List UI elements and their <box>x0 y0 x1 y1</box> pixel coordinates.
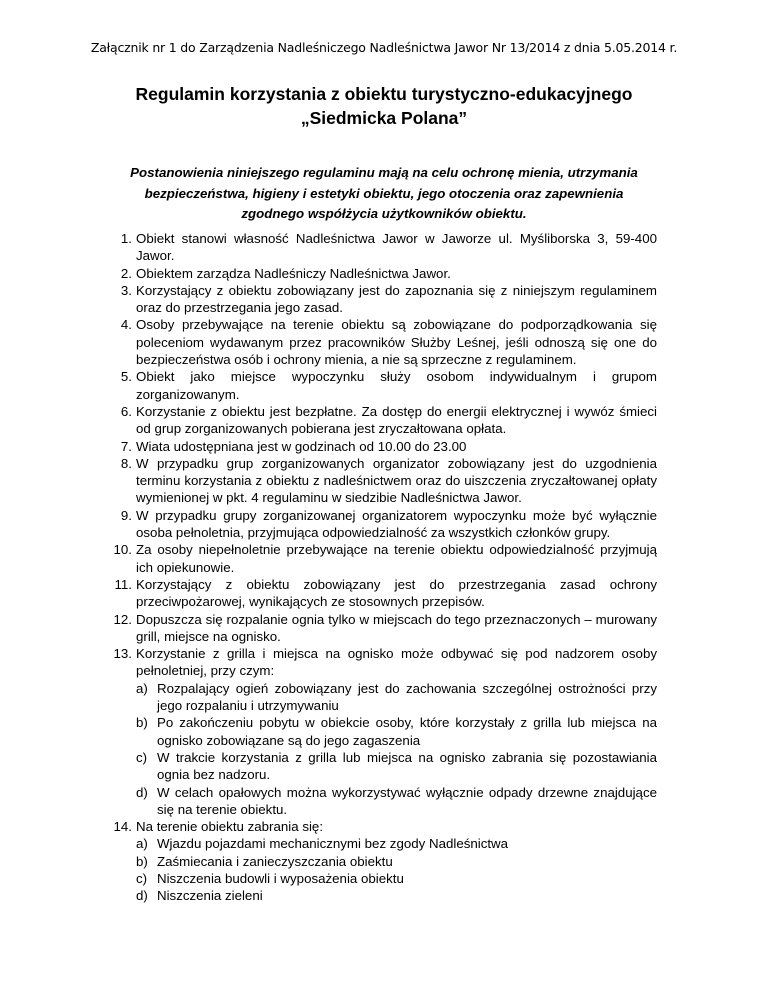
sub-item-text: Zaśmiecania i zanieczyszczania obiektu <box>157 853 393 869</box>
item-number: 10. <box>113 542 132 558</box>
item-number: 5. <box>120 369 132 385</box>
list-item <box>112 282 657 317</box>
title-line-1: Regulamin korzystania z obiektu turystyczno-edukacyjnego <box>135 84 633 104</box>
sub-item-letter: d) <box>136 784 148 800</box>
item-number: 9. <box>120 507 132 523</box>
sub-list-item <box>136 680 657 715</box>
item-text: Za osoby niepełnoletnie przebywające na terenie obiektu odpowiedzialność przyjmują ich opiekunowie. <box>136 542 657 575</box>
item-text: Korzystający z obiektu zobowiązany jest do zapoznania się z niniejszym regulaminem oraz do przestrzegania jego zasad. <box>136 282 657 316</box>
item-number: 13. <box>113 646 132 662</box>
sub-list-item <box>136 749 657 784</box>
item-text: Dopuszcza się rozpalanie ognia tylko w miejscach do tego przeznaczonych – murowany grill, miejsce na ognisko. <box>136 611 657 644</box>
sub-item-letter: d) <box>136 888 148 904</box>
item-number: 12. <box>113 611 132 627</box>
item-number: 3. <box>120 282 132 298</box>
list-item <box>112 818 657 904</box>
sub-list-item <box>136 870 657 887</box>
list-item <box>112 403 657 438</box>
sub-item-text: Rozpalający ogień zobowiązany jest do zachowania szczególnej ostrożności przy jego rozpalaniu i utrzymywaniu <box>157 680 657 714</box>
sub-item-text: W trakcie korzystania z grilla lub miejsca na ognisko zabrania się pozostawiania ognia bez nadzoru. <box>157 749 657 783</box>
sub-item-text: Niszczenia zieleni <box>157 888 263 904</box>
item-text: Na terenie obiektu zabrania się: <box>136 819 324 835</box>
item-text: Obiektem zarządza Nadleśniczy Nadleśnictwa Jawor. <box>136 265 451 281</box>
item-text: Wiata udostępniana jest w godzinach od 10.00 do 23.00 <box>136 438 467 454</box>
header-note: Załącznik nr 1 do Zarządzenia Nadleśniczego Nadleśnictwa Jawor Nr 13/2014 z dnia 5.05.2014 r. <box>90 40 678 55</box>
document-title <box>0 82 768 130</box>
list-item <box>112 645 657 818</box>
item-text: Korzystanie z obiektu jest bezpłatne. Za dostęp do energii elektrycznej i wywóz śmieci od grup zorganizowanych pobierana jest zryczałtowana opłata. <box>136 403 657 437</box>
sub-item-letter: c) <box>136 870 148 886</box>
item-text: W przypadku grupy zorganizowanej organizatorem wypoczynku może być wyłącznie osoba pełnoletnia, przyjmująca odpowiedzialność za wszystkich członków grupy. <box>136 507 657 541</box>
item-text: Obiekt jako miejsce wypoczynku służy osobom indywidualnym i grupom zorganizowanym. <box>136 369 657 402</box>
list-item <box>112 576 657 611</box>
item-number: 6. <box>120 403 132 419</box>
list-item <box>112 230 657 265</box>
list-item <box>112 368 657 403</box>
item-number: 14. <box>113 819 132 835</box>
item-number: 4. <box>120 317 132 333</box>
sub-list <box>136 680 657 818</box>
sub-list-item <box>136 784 657 819</box>
item-text: Osoby przebywające na terenie obiektu są zobowiązane do podporządkowania się poleceniom wydawanym przez pracowników Służby Leśnej, jeśli odnoszą się one do bezpieczeństwa osób i ochrony mienia, a nie są sprzeczne z regulaminem. <box>136 317 657 368</box>
item-text: Korzystający z obiektu zobowiązany jest do przestrzegania zasad ochrony przeciwpożarowej, wynikających ze stosownych przepisów. <box>136 576 657 610</box>
sub-list-item <box>136 853 657 870</box>
list-item <box>112 611 657 646</box>
item-text: Obiekt stanowi własność Nadleśnictwa Jawor w Jaworze ul. Myśliborska 3, 59-400 Jawor. <box>136 231 657 264</box>
list-item <box>112 316 657 368</box>
sub-item-letter: b) <box>136 715 148 731</box>
regulations-list <box>112 230 657 905</box>
sub-item-letter: a) <box>136 836 148 852</box>
item-number: 11. <box>114 576 132 592</box>
sub-item-text: Wjazdu pojazdami mechanicznymi bez zgody Nadleśnictwa <box>157 836 509 852</box>
sub-item-letter: c) <box>136 749 148 765</box>
list-item <box>112 507 657 542</box>
item-number: 2. <box>120 265 132 281</box>
list-item <box>112 455 657 507</box>
sub-item-text: Niszczenia budowli i wyposażenia obiektu <box>157 870 404 886</box>
intro-paragraph: Postanowienia niniejszego regulaminu mają na celu ochronę mienia, utrzymania bezpieczeństwa, higieny i estetyki obiektu, jego otoczenia oraz zapewnienia zgodnego współżycia użytkowników obiektu. <box>130 165 638 221</box>
sub-item-letter: a) <box>136 680 148 696</box>
item-number: 1. <box>120 231 132 246</box>
title-line-2: „Siedmicka Polana” <box>300 108 468 128</box>
sub-list <box>136 835 657 904</box>
sub-item-text: Po zakończeniu pobytu w obiekcie osoby, które korzystały z grilla lub miejsca na ognisko zobowiązane są do jego zagaszenia <box>157 715 657 748</box>
sub-item-letter: b) <box>136 853 148 869</box>
sub-item-text: W celach opałowych można wykorzystywać wyłącznie odpady drzewne znajdujące się na terenie obiektu. <box>157 784 657 817</box>
item-number: 8. <box>120 455 132 471</box>
list-item <box>112 265 657 282</box>
list-item <box>112 541 657 576</box>
sub-list-item <box>136 835 657 852</box>
item-number: 7. <box>120 438 132 454</box>
item-text: Korzystanie z grilla i miejsca na ognisko może odbywać się pod nadzorem osoby pełnoletniej, przy czym: <box>136 646 657 679</box>
sub-list-item <box>136 887 657 904</box>
list-item <box>112 438 657 455</box>
sub-list-item <box>136 714 657 749</box>
item-text: W przypadku grup zorganizowanych organizator zobowiązany jest do uzgodnienia terminu korzystania z obiektu z nadleśnictwem oraz do uiszczenia zryczałtowanej opłaty wymienionej w pkt. 4 regulaminu w siedzibie Nadleśnictwa Jawor. <box>136 455 657 506</box>
